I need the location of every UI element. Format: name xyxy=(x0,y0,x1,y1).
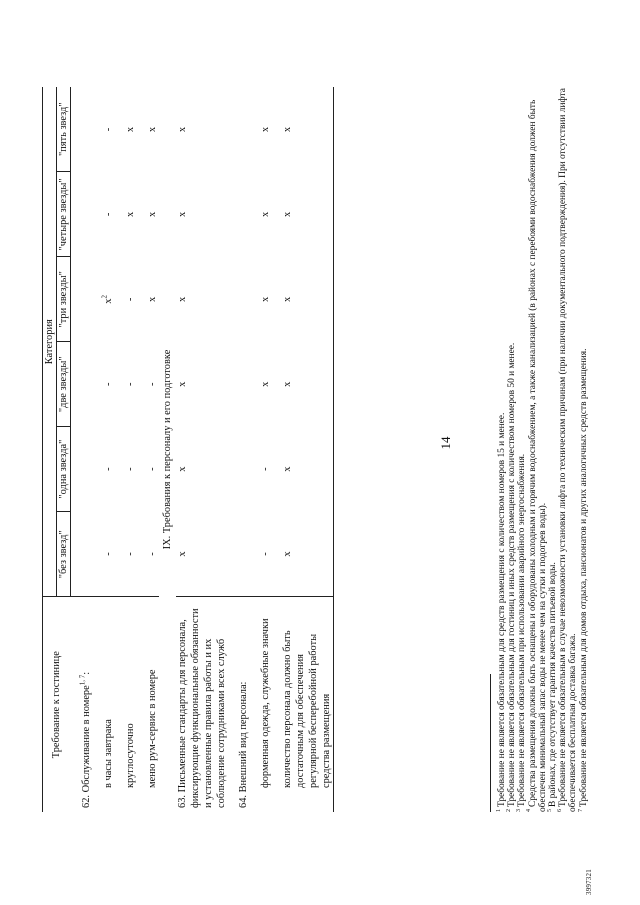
cell: - xyxy=(147,552,158,556)
cell: x xyxy=(177,381,188,387)
cell: - xyxy=(125,467,136,471)
cell: x xyxy=(260,211,271,218)
cell: x xyxy=(177,296,188,302)
cell: - xyxy=(103,552,114,556)
category-one-star: "одна звезда" xyxy=(57,427,71,512)
cell: - xyxy=(260,552,271,556)
cell: - xyxy=(125,552,136,556)
page-number: 14 xyxy=(438,436,453,450)
category-four-stars: "четыре звезды" xyxy=(57,172,71,257)
cell: x xyxy=(125,126,136,133)
document-code: 3997321 xyxy=(585,869,593,895)
cell: x xyxy=(281,87,334,172)
row-62b-label: круглосуточно xyxy=(124,597,137,812)
footnote: $^3$Требование не является обязательным при использовании аварийного энергоснабжения. xyxy=(516,453,528,812)
cell: - xyxy=(147,467,158,471)
row-62a-label: в часы завтрака xyxy=(102,597,115,812)
row-64a-label: форменная одежда, служебные значки xyxy=(259,597,272,812)
footnote: $^2$Требование не является обязательным для гостиниц и иных средств размещения с количеством номеров 50 и менее. xyxy=(506,342,518,812)
footnotes xyxy=(497,87,589,812)
cell: x xyxy=(260,126,271,133)
cell: x xyxy=(281,512,334,597)
row-64b-label: количество персонала должно быть достаточным для обеспечения регулярной бесперебойной работы средства размещения xyxy=(281,597,334,812)
table-row xyxy=(176,87,228,812)
row-62c-label: меню рум-сервис в номере xyxy=(146,597,159,812)
cell: x xyxy=(177,466,188,472)
footnote: $^1$Требование не является обязательным для средств размещения с количеством номеров 15 и менее. xyxy=(495,412,507,812)
row-63-label: 63. Письменные стандарты для персонала, фиксирующие функциональные обязанности и установленные правила работы и их соблюдение сотрудниками всех служб xyxy=(176,597,228,812)
category-header: Категория xyxy=(43,87,57,597)
section-heading: IX. Требования к персоналу и его подготовке xyxy=(162,349,173,550)
cell: x xyxy=(177,126,188,133)
cell: x xyxy=(147,126,158,133)
footnote: $^5$В районах, где отсутствует гарантия качества питьевой воды. xyxy=(546,562,559,812)
cell: - xyxy=(103,127,114,132)
cell: x xyxy=(281,257,334,342)
cell: x xyxy=(281,427,334,512)
cell: - xyxy=(147,382,158,386)
row-64-label: 64. Внешний вид персонала: xyxy=(237,597,250,812)
cell: x xyxy=(177,211,188,218)
cell: x xyxy=(260,296,271,302)
cell: x xyxy=(281,342,334,427)
table-row xyxy=(80,87,93,812)
category-five-stars: "пять звезд" xyxy=(57,87,71,172)
cell: - xyxy=(260,467,271,471)
cell: x xyxy=(147,211,158,218)
footnote: $^6$Требование не является обязательным в случае невозможности установки лифта по техническим причинам (при наличии документального подтверждения). При отсутствии лифта обеспечивается бесплатная доставка багажа. xyxy=(557,88,579,812)
section-row xyxy=(159,87,176,812)
cell: $x^2$ xyxy=(100,294,114,304)
table-row xyxy=(146,87,159,812)
cell: x xyxy=(260,381,271,387)
cell: - xyxy=(103,212,114,217)
footnote: $^7$Требование не является обязательным для домов отдыха, пансионатов и других аналогичных средств размещения. xyxy=(577,348,589,812)
cell: x xyxy=(125,211,136,218)
category-no-stars: "без звезд" xyxy=(57,512,71,597)
table-row xyxy=(259,87,272,812)
requirements-table xyxy=(42,87,334,812)
table-row xyxy=(124,87,137,812)
table-row xyxy=(237,87,250,812)
cell: x xyxy=(177,551,188,557)
cell: - xyxy=(103,382,114,386)
row-62-label: 62. Обслуживание в номере$^{1, 7}$: xyxy=(80,597,93,812)
category-three-stars: "три звезды" xyxy=(57,257,71,342)
category-two-stars: "две звезды" xyxy=(57,342,71,427)
row-62-footnote-ref: 1, 7 xyxy=(78,674,87,686)
requirement-column-header: Требование к гостинице xyxy=(43,597,71,812)
table-row xyxy=(102,87,115,812)
cell: - xyxy=(103,467,114,471)
footnote: $^4$Средства размещения должны быть оснащены и оборудованы холодным и горячим водоснабжением, а также канализацией (в районах с перебоями водоснабжения должен быть обеспечен минимальный запас воды не менее чем на сутки и подогрев воды). xyxy=(526,99,548,812)
footnote-separator xyxy=(490,674,491,812)
table-row xyxy=(281,87,334,812)
cell: x xyxy=(147,296,158,302)
cell: - xyxy=(125,297,136,302)
cell: x xyxy=(281,172,334,257)
cell: - xyxy=(125,382,136,386)
